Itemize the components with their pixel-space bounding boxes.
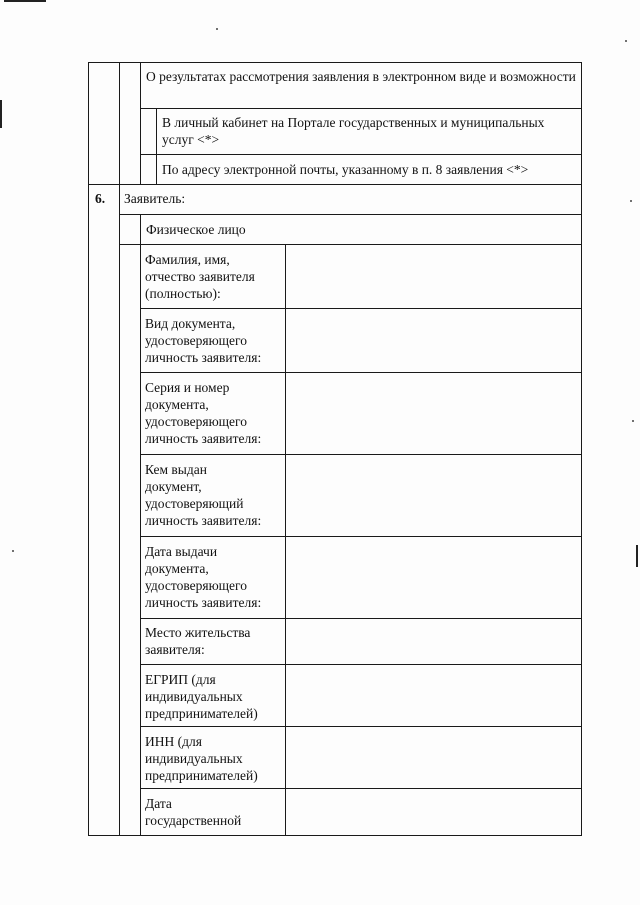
row-border <box>140 454 582 455</box>
col-border-inner <box>156 108 157 184</box>
scan-speck <box>632 420 634 422</box>
row-border <box>140 788 582 789</box>
field-value-doc-series[interactable] <box>291 379 576 449</box>
field-label-issued-by: Кем выдан документ, удостоверяющий личность заявителя: <box>145 462 262 528</box>
scan-speck <box>12 550 14 552</box>
results-header: О результатах рассмотрения заявления в электронном виде и возможности <box>146 69 576 84</box>
scan-right-mark <box>636 545 638 567</box>
field-value-egrip[interactable] <box>291 671 576 721</box>
field-value-doc-type[interactable] <box>291 315 576 367</box>
field-label-registration-date: Дата государственной <box>145 796 242 828</box>
row-border <box>88 62 582 63</box>
field-label-residence: Место жительства заявителя: <box>145 625 251 657</box>
col-border-number <box>119 62 120 836</box>
row-border <box>140 618 582 619</box>
field-label-egrip: ЕГРИП (для индивидуальных предпринимателей) <box>145 672 258 721</box>
field-label-issue-date: Дата выдачи документа, удостоверяющего личность заявителя: <box>145 544 262 610</box>
scan-top-mark <box>4 0 46 2</box>
row-border <box>140 108 582 109</box>
field-label-inn: ИНН (для индивидуальных предпринимателей) <box>145 734 258 783</box>
row-border <box>140 154 582 155</box>
row-border <box>88 184 582 185</box>
field-value-registration-date[interactable] <box>291 795 576 831</box>
row-border <box>140 664 582 665</box>
field-value-inn[interactable] <box>291 733 576 783</box>
row-border <box>119 214 582 215</box>
col-border-right <box>581 62 582 836</box>
section-number: 6. <box>95 191 106 206</box>
scan-speck <box>216 28 218 30</box>
field-value-full-name[interactable] <box>291 251 576 303</box>
field-label-doc-type: Вид документа, удостоверяющего личность заявителя: <box>145 316 262 365</box>
row-border <box>140 726 582 727</box>
applicant-title: Заявитель: <box>124 191 186 206</box>
option-personal-cabinet: В личный кабинет на Портале государственных и муниципальных услуг <*> <box>162 115 545 147</box>
col-border-sub <box>140 62 141 184</box>
scan-speck <box>625 40 627 42</box>
row-border <box>140 536 582 537</box>
field-value-issue-date[interactable] <box>291 543 576 613</box>
application-form-table <box>88 62 582 836</box>
row-border <box>140 372 582 373</box>
field-label-doc-series: Серия и номер документа, удостоверяющего личность заявителя: <box>145 380 262 446</box>
scan-edge-mark <box>0 100 2 128</box>
scan-speck <box>630 200 632 202</box>
col-border-left <box>88 62 89 836</box>
option-email: По адресу электронной почты, указанному в п. 8 заявления <*> <box>162 162 529 177</box>
col-border-field <box>285 244 286 836</box>
field-label-full-name: Фамилия, имя, отчество заявителя (полностью): <box>145 252 255 301</box>
field-value-residence[interactable] <box>291 624 576 660</box>
applicant-subtitle: Физическое лицо <box>146 222 246 237</box>
row-border <box>140 308 582 309</box>
field-value-issued-by[interactable] <box>291 461 576 531</box>
row-border-bottom <box>88 835 582 836</box>
row-border <box>119 244 582 245</box>
